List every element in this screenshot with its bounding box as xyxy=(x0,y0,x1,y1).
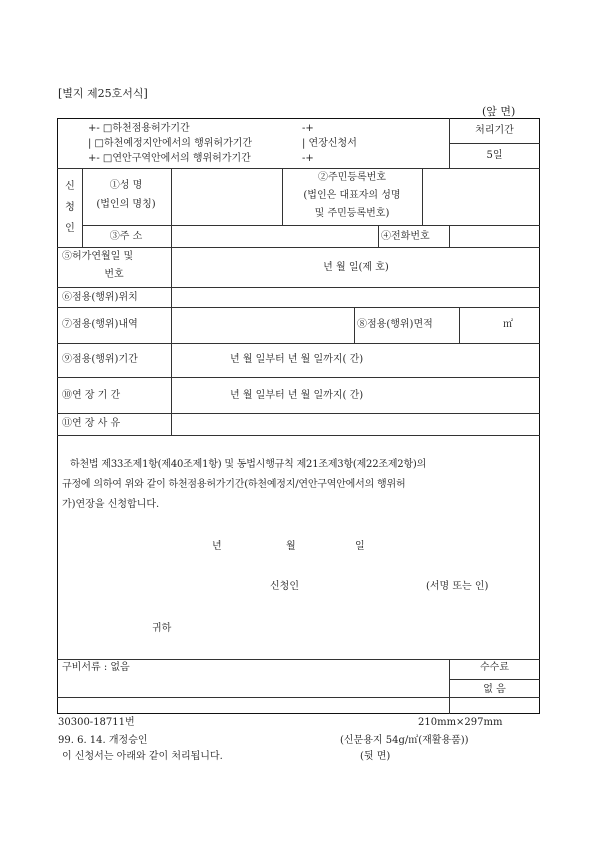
phone-label: ④전화번호 xyxy=(381,231,430,242)
divider xyxy=(449,143,540,144)
addressee-label: 귀하 xyxy=(152,623,172,634)
name-field[interactable] xyxy=(172,169,281,224)
fee-label: 수수료 xyxy=(480,662,509,673)
back-side-label: (뒷 면) xyxy=(360,751,391,762)
divider xyxy=(449,679,540,680)
area-unit[interactable]: ㎡ xyxy=(503,319,513,330)
name-label: ①성 명 xyxy=(109,180,143,191)
extension-reason-label: ⑪연 장 사 유 xyxy=(62,418,121,429)
area-label: ⑧점용(행위)면적 xyxy=(357,319,433,330)
permit-date-label-2: 번호 xyxy=(104,269,124,280)
date-year-label: 년 xyxy=(212,541,222,552)
paper-spec: (신문용지 54g/㎡(재활용품)) xyxy=(340,735,469,746)
permit-date-value[interactable]: 년 월 일(제 호) xyxy=(323,262,389,273)
body-paragraph-line-3: 가)연장을 신청합니다. xyxy=(62,499,160,510)
address-field[interactable] xyxy=(172,226,378,246)
processing-period-label: 처리기간 xyxy=(475,125,514,136)
divider xyxy=(57,659,540,660)
applicant-group-label-1: 신 xyxy=(65,181,75,192)
processing-period-value: 5일 xyxy=(486,150,503,161)
divider xyxy=(57,343,540,344)
body-paragraph-line-2: 규정에 의하여 위와 같이 하천점용허가기간(하천예정지/연안구역안에서의 행위허 xyxy=(62,479,406,490)
extension-period-label: ⑩연 장 기 간 xyxy=(62,390,121,401)
period-label: ⑨점용(행위)기간 xyxy=(62,354,138,365)
location-label: ⑥점용(행위)위치 xyxy=(62,292,138,303)
extension-period-value[interactable]: 년 월 일부터 년 월 일까지( 간) xyxy=(230,390,364,401)
content-label: ⑦점용(행위)내역 xyxy=(62,319,138,330)
sign-or-seal-label: (서명 또는 인) xyxy=(426,581,489,592)
divider xyxy=(57,697,540,698)
header-bracket-top: -+ xyxy=(302,123,314,134)
divider xyxy=(459,307,460,343)
phone-field[interactable] xyxy=(450,226,539,246)
header-option-river-occupancy[interactable]: +- □하천점용허가기간 xyxy=(88,123,190,134)
rrn-label: ②주민등록번호 xyxy=(318,172,386,183)
divider xyxy=(57,377,540,378)
period-value[interactable]: 년 월 일부터 년 월 일까지( 간) xyxy=(230,354,364,365)
applicant-sign-field[interactable] xyxy=(310,576,420,596)
form-code: 30300-18711번 xyxy=(58,717,135,728)
extension-reason-field[interactable] xyxy=(172,414,539,434)
date-month-label: 월 xyxy=(286,541,296,552)
name-sub-label: (법인의 명칭) xyxy=(96,199,156,210)
applicant-sign-label: 신청인 xyxy=(270,581,299,592)
header-form-title: | 연장신청서 xyxy=(302,138,357,149)
divider xyxy=(378,225,379,247)
location-field[interactable] xyxy=(172,288,539,306)
date-day-label: 일 xyxy=(355,541,365,552)
form-number: [별지 제25호서식] xyxy=(58,87,148,100)
rrn-field[interactable] xyxy=(423,169,539,224)
permit-date-label-1: ⑤허가연월일 및 xyxy=(62,251,134,262)
fee-value: 없 음 xyxy=(483,684,506,695)
rrn-sub-label-1: (법인은 대표자의 성명 xyxy=(303,190,401,201)
address-label: ③주 소 xyxy=(109,231,143,242)
paper-size: 210mm×297mm xyxy=(418,717,503,728)
body-paragraph-line-1: 하천법 제33조제1항(제40조제1항) 및 동법시행규칙 제21조제3항(제22조제2항)의 xyxy=(70,459,427,470)
applicant-group-label-3: 인 xyxy=(65,223,75,234)
divider xyxy=(57,247,540,248)
approval-date: 99. 6. 14. 개정승인 xyxy=(58,735,148,746)
header-option-river-reserve[interactable]: | □하천예정지안에서의 행위허가기간 xyxy=(88,138,253,149)
required-documents-label: 구비서류 : 없음 xyxy=(62,662,130,673)
processing-note: 이 신청서는 아래와 같이 처리됩니다. xyxy=(62,751,223,762)
applicant-group-label-2: 청 xyxy=(65,202,75,213)
header-bracket-bottom: -+ xyxy=(302,153,314,164)
rrn-sub-label-2: 및 주민등록번호) xyxy=(314,208,390,219)
divider xyxy=(354,307,355,343)
divider xyxy=(57,435,540,436)
header-option-coastal[interactable]: +- □연안구역안에서의 행위허가기간 xyxy=(88,153,251,164)
front-side-label: (앞 면) xyxy=(482,105,516,118)
content-field[interactable] xyxy=(172,308,353,342)
